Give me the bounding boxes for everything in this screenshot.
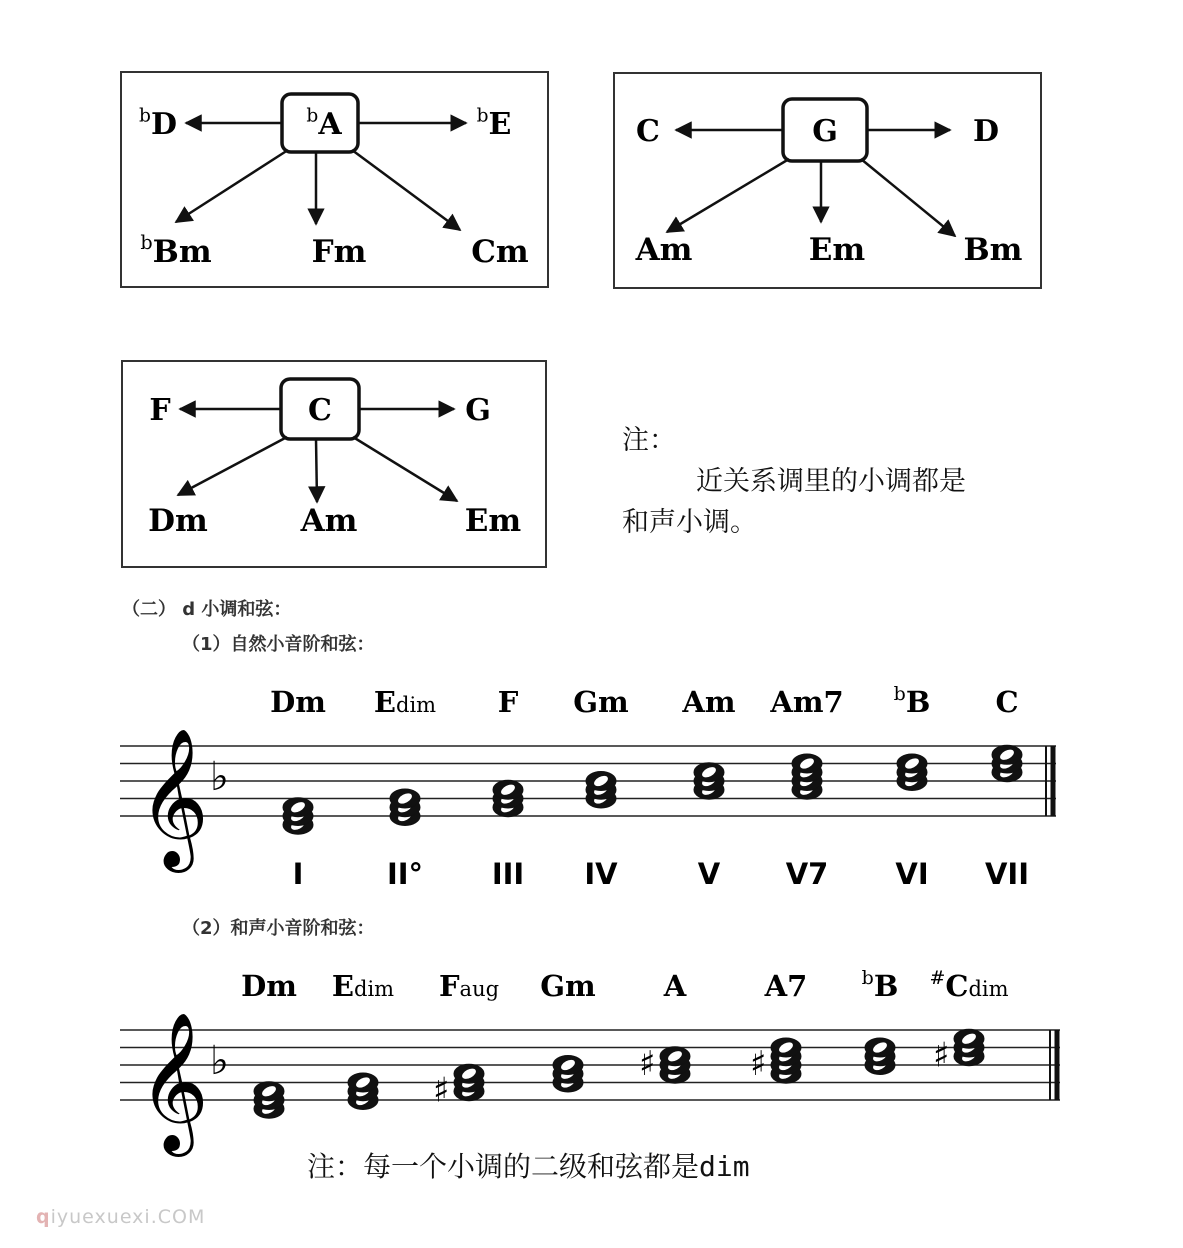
chord-name: Dm [241, 969, 297, 1003]
watermark-text: iyuexuexi.COM [50, 1206, 206, 1228]
chord-3 [433, 969, 499, 1110]
chord-5 [639, 969, 690, 1084]
bottom-key-label-3: Bm [963, 232, 1023, 268]
scale-degree-label: V [697, 857, 721, 891]
bottom-key-label-1: Dm [148, 503, 208, 539]
key-signature-flat-icon: ♭ [210, 754, 229, 800]
sharp-icon: ♯ [750, 1044, 767, 1084]
chord-1 [270, 685, 326, 891]
scale-degree-label: VII [984, 857, 1030, 891]
scale-degree-label: II° [386, 857, 424, 891]
left-key-label: F [149, 393, 171, 428]
bottom-key-label-3: Cm [471, 234, 529, 270]
bottom-key-label-1: Am [635, 232, 693, 268]
chord-name: A [663, 969, 687, 1003]
chord-7 [894, 683, 931, 891]
chord-name: Gm [540, 969, 596, 1003]
chord-3 [492, 685, 524, 891]
bottom-key-label-2: Am [300, 503, 358, 539]
chord-name: Faug [438, 969, 500, 1003]
chord-name: Gm [573, 685, 629, 719]
watermark [36, 1206, 205, 1228]
note-bottom: 注：每一个小调的二级和弦都是dim [307, 1150, 750, 1183]
bottom-key-label-2: Fm [311, 234, 367, 270]
chord-6 [769, 685, 843, 891]
chord-2 [374, 685, 436, 891]
scale-degree-label: V7 [785, 857, 829, 891]
chord-7 [862, 967, 899, 1075]
chord-6 [750, 969, 807, 1084]
sharp-icon: ♯ [433, 1070, 450, 1111]
left-key-label: C [636, 114, 660, 149]
sharp-icon: ♯ [639, 1044, 656, 1084]
scale-degree-label: I [292, 857, 304, 891]
watermark-q: q [36, 1206, 51, 1228]
section-title: （二） d 小调和弦： [122, 599, 292, 620]
chord-8 [929, 967, 1008, 1075]
chord-name: Edim [331, 969, 395, 1003]
staff-1 [120, 683, 1056, 891]
left-key-label: $^b$D [139, 105, 177, 142]
note-top-label: 注： [622, 425, 676, 456]
bottom-key-label-2: Em [808, 232, 866, 268]
right-key-label: G [465, 393, 491, 428]
chord-2 [332, 969, 394, 1110]
subsection-harmonic-title: （2）和声小音阶和弦： [182, 918, 375, 939]
center-key-label: G [812, 114, 838, 149]
note-top-line1: 近关系调里的小调都是 [696, 466, 966, 497]
chord-name: $^b$B [861, 967, 899, 1003]
chord-name: C [995, 685, 1019, 719]
right-key-label: D [972, 114, 1000, 149]
chord-5 [681, 685, 736, 891]
chord-8 [985, 685, 1029, 891]
sharp-icon: ♯ [933, 1035, 950, 1076]
center-key-label: $^b$A [306, 105, 342, 142]
treble-clef-icon: 𝄞 [138, 1012, 209, 1151]
chord-name: Am7 [770, 685, 844, 719]
chord-name: F [497, 685, 519, 719]
right-key-label: $^b$E [476, 105, 512, 142]
chord-name: Dm [270, 685, 326, 719]
chord-name: Edim [373, 685, 437, 719]
bottom-key-label-1: $^b$Bm [140, 230, 212, 270]
scale-degree-label: VI [895, 857, 929, 891]
center-key-label: C [308, 393, 332, 428]
bottom-key-label-3: Em [464, 503, 522, 539]
scale-degree-label: III [491, 857, 525, 891]
treble-clef-icon: 𝄞 [138, 728, 209, 867]
chord-name: A7 [764, 969, 808, 1003]
chord-name: #Cdim [929, 967, 1009, 1003]
note-top-line2: 和声小调。 [622, 507, 757, 538]
chord-name: Am [682, 685, 736, 719]
chord-name: $^b$B [893, 683, 931, 719]
chord-1 [241, 969, 297, 1118]
subsection-natural-title: （1）自然小音阶和弦： [182, 634, 375, 655]
chord-4 [573, 685, 629, 891]
staff-2 [120, 967, 1060, 1157]
scale-degree-label: IV [584, 857, 618, 891]
key-signature-flat-icon: ♭ [210, 1038, 229, 1084]
